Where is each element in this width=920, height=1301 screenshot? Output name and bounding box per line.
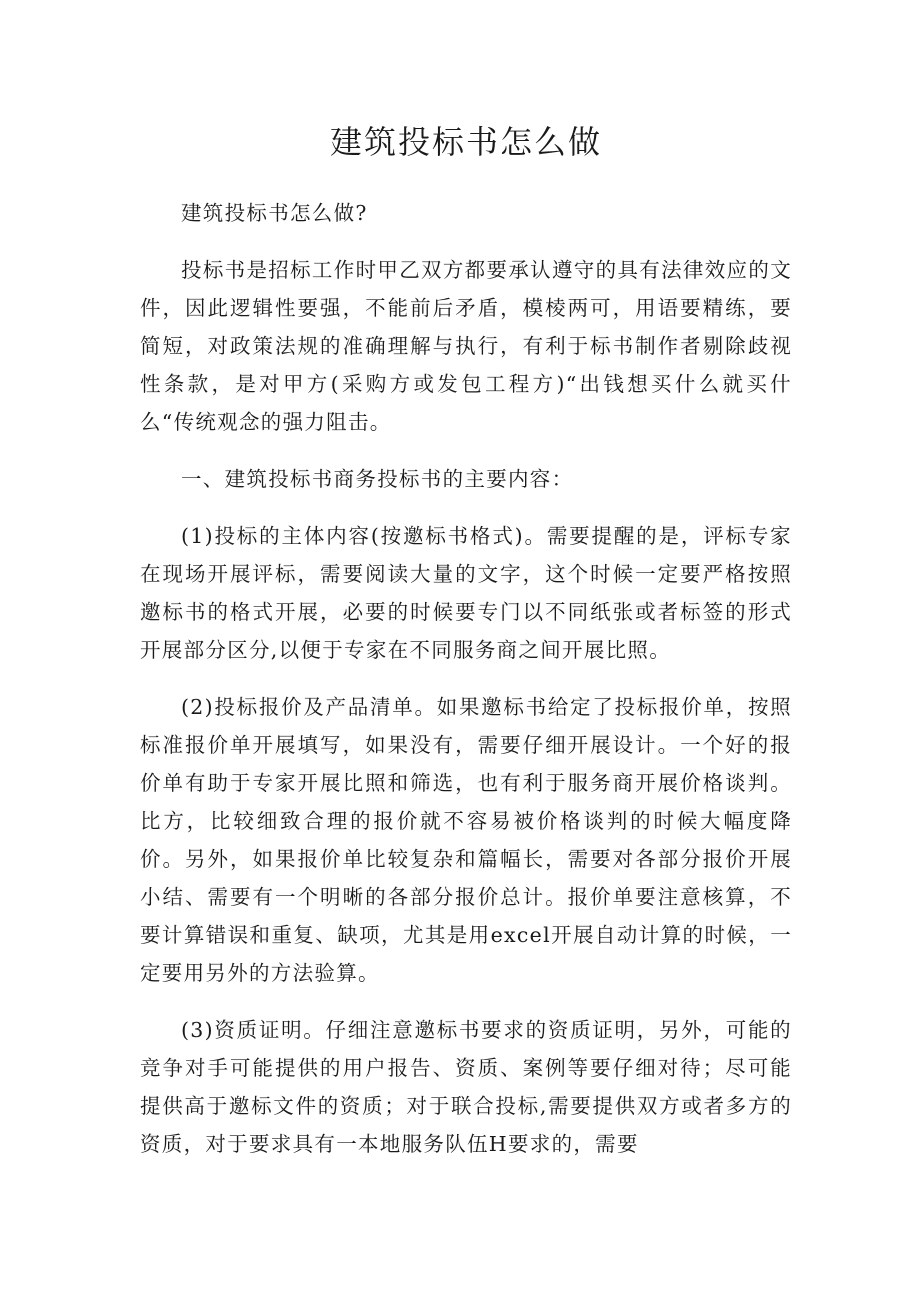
intro-paragraph: 投标书是招标工作时甲乙双方都要承认遵守的具有法律效应的文件，因此逻辑性要强，不能前后矛盾，模棱两可，用语要精练，要简短，对政策法规的准确理解与执行，有利于标书制作者剔除歧视性条款，是对甲方(采购方或发包工程方)“出钱想买什么就买什么“传统观念的强力阻击。 (140, 258, 792, 434)
item-1-paragraph: (1)投标的主体内容(按邀标书格式)。需要提醒的是，评标专家在现场开展评标，需要阅读大量的文字，这个时候一定要严格按照邀标书的格式开展，必要的时候要专门以不同纸张或者标签的形式开展部分区分,以便于专家在不同服务商之间开展比照。 (140, 524, 792, 662)
item-2-paragraph: (2)投标报价及产品清单。如果邀标书给定了投标报价单，按照标准报价单开展填写，如果没有，需要仔细开展设计。一个好的报价单有助于专家开展比照和筛选，也有利于服务商开展价格谈判。比方，比较细致合理的报价就不容易被价格谈判的时候大幅度降价。另外，如果报价单比较复杂和篇幅长，需要对各部分报价开展小结、需要有一个明晰的各部分报价总计。报价单要注意核算，不要计算错误和重复、缺项，尤其是用excel开展自动计算的时候，一定要用另外的方法验算。 (140, 695, 792, 985)
item-3-paragraph: (3)资质证明。仔细注意邀标书要求的资质证明，另外，可能的竞争对手可能提供的用户报告、资质、案例等要仔细对待；尽可能提供高于邀标文件的资质；对于联合投标,需要提供双方或者多方的资质，对于要求具有一本地服务队伍H要求的，需要 (140, 1018, 792, 1156)
question-paragraph: 建筑投标书怎么做? (181, 201, 368, 225)
document-title: 建筑投标书怎么做 (329, 123, 602, 161)
section-heading: 一、建筑投标书商务投标书的主要内容： (181, 467, 574, 491)
